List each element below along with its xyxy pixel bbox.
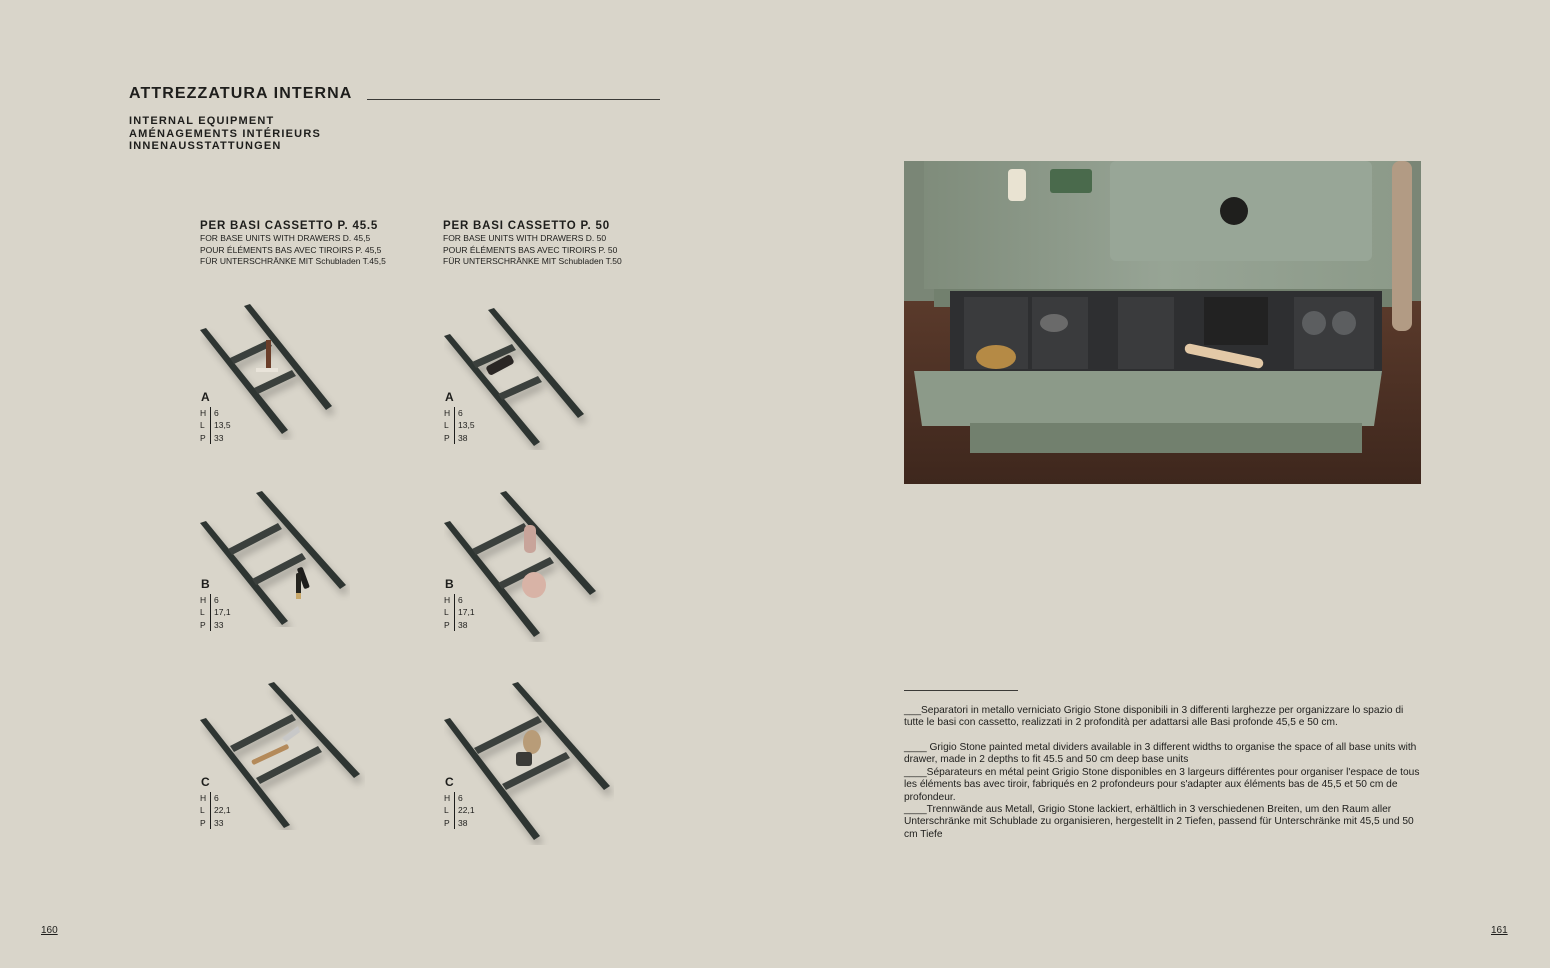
divider-item-c-50 bbox=[444, 680, 644, 850]
description-de: ____Trennwände aus Metall, Grigio Stone lackiert, erhältlich in 3 verschiedenen Breiten, um den Raum aller Unterschränke mit Schublade zu organisieren, hergestellt in 2 Tiefen, passend für Unterschränke mit 45,5 und 50 cm Tiefe bbox=[904, 804, 1414, 840]
page-number-left: 160 bbox=[41, 925, 58, 936]
item-dimensions bbox=[200, 407, 231, 444]
dim-value: 33 bbox=[210, 619, 223, 631]
divider-item-a-45 bbox=[200, 300, 400, 470]
divider-item-b-50 bbox=[444, 487, 644, 657]
column-heading-50 bbox=[443, 220, 622, 268]
divider-item-a-50 bbox=[444, 300, 644, 470]
item-dimensions bbox=[444, 407, 475, 444]
dim-value: 38 bbox=[454, 619, 467, 631]
description-fr: ____Séparateurs en métal peint Grigio Stone disponibles en 3 largeurs différentes pour organiser l'espace de tous les éléments bas avec tiroir, fabriqués en 2 profondeurs pour s'adapter aux éléments bas de 45,5 et 50 cm de profondeur. bbox=[904, 766, 1420, 803]
dim-value: 17,1 bbox=[454, 606, 475, 618]
dim-value: 33 bbox=[210, 817, 223, 829]
dim-key: P bbox=[200, 619, 206, 630]
item-dimensions bbox=[444, 594, 475, 631]
dim-key: H bbox=[200, 408, 207, 418]
section-subtitles bbox=[129, 115, 321, 153]
dim-key: P bbox=[200, 432, 206, 443]
dim-value: 13,5 bbox=[210, 419, 231, 431]
divider-item-c-45 bbox=[200, 680, 400, 850]
dim-value: 38 bbox=[454, 432, 467, 444]
dim-value: 13,5 bbox=[454, 419, 475, 431]
dim-key: P bbox=[444, 432, 450, 443]
dim-key: L bbox=[200, 607, 205, 618]
item-dimensions bbox=[444, 792, 475, 829]
column-title: PER BASI CASSETTO P. 45.5 bbox=[200, 220, 379, 232]
product-photo bbox=[904, 161, 1421, 484]
dim-key: H bbox=[200, 793, 207, 803]
dim-value: 17,1 bbox=[210, 606, 231, 618]
item-letter: C bbox=[201, 775, 210, 789]
column-subtitle-fr: POUR ÉLÉMENTS BAS AVEC TIROIRS P. 45,5 bbox=[200, 244, 382, 255]
subtitle-en: INTERNAL EQUIPMENT bbox=[129, 115, 275, 127]
dim-value: 6 bbox=[210, 792, 219, 804]
column-subtitle bbox=[443, 233, 622, 268]
dim-value: 22,1 bbox=[454, 804, 475, 816]
subtitle-de: INNENAUSSTATTUNGEN bbox=[129, 140, 282, 152]
description-it: ___Separatori in metallo verniciato Grigio Stone disponibili in 3 differenti larghezze per organizzare lo spazio di tutte le basi con cassetto, realizzati in 2 profondità per adattarsi alle Basi profonde 45,5 e 50 cm. bbox=[904, 705, 1404, 729]
dim-value: 33 bbox=[210, 432, 223, 444]
description-rule bbox=[904, 690, 1018, 691]
column-subtitle-en: FOR BASE UNITS WITH DRAWERS D. 45,5 bbox=[200, 233, 371, 243]
item-letter: B bbox=[445, 577, 454, 591]
dim-key: P bbox=[444, 619, 450, 630]
dim-key: H bbox=[200, 595, 207, 605]
dim-key: H bbox=[444, 595, 451, 605]
column-heading-45 bbox=[200, 220, 386, 268]
description-translations bbox=[904, 742, 1424, 841]
dim-value: 6 bbox=[210, 407, 219, 419]
item-letter: A bbox=[445, 390, 454, 404]
dim-key: P bbox=[200, 817, 206, 828]
dim-value: 38 bbox=[454, 817, 467, 829]
dim-value: 6 bbox=[454, 594, 463, 606]
item-letter: B bbox=[201, 577, 210, 591]
column-title: PER BASI CASSETTO P. 50 bbox=[443, 220, 610, 232]
item-letter: A bbox=[201, 390, 210, 404]
title-rule bbox=[367, 99, 660, 100]
description-en: ____ Grigio Stone painted metal dividers available in 3 different widths to organise the space of all base units with drawer, made in 2 depths to fit 45.5 and 50 cm deep base units bbox=[904, 742, 1417, 766]
dim-value: 6 bbox=[210, 594, 219, 606]
dim-key: L bbox=[444, 805, 449, 816]
dim-value: 22,1 bbox=[210, 804, 231, 816]
item-dimensions bbox=[200, 792, 231, 829]
dim-key: L bbox=[200, 420, 205, 431]
dim-key: L bbox=[444, 420, 449, 431]
dim-key: H bbox=[444, 793, 451, 803]
column-subtitle-de: FÜR UNTERSCHRÄNKE MIT Schubladen T.50 bbox=[443, 256, 622, 266]
page-number-right: 161 bbox=[1491, 925, 1508, 936]
dim-value: 6 bbox=[454, 792, 463, 804]
dim-key: L bbox=[200, 805, 205, 816]
subtitle-fr: AMÉNAGEMENTS INTÉRIEURS bbox=[129, 127, 321, 140]
item-letter: C bbox=[445, 775, 454, 789]
column-subtitle bbox=[200, 233, 386, 268]
item-dimensions bbox=[200, 594, 231, 631]
column-subtitle-de: FÜR UNTERSCHRÄNKE MIT Schubladen T.45,5 bbox=[200, 256, 386, 266]
dim-key: H bbox=[444, 408, 451, 418]
dim-key: L bbox=[444, 607, 449, 618]
column-subtitle-fr: POUR ÉLÉMENTS BAS AVEC TIROIRS P. 50 bbox=[443, 244, 618, 255]
column-subtitle-en: FOR BASE UNITS WITH DRAWERS D. 50 bbox=[443, 233, 607, 243]
dim-value: 6 bbox=[454, 407, 463, 419]
section-title: ATTREZZATURA INTERNA bbox=[129, 85, 353, 102]
dim-key: P bbox=[444, 817, 450, 828]
divider-item-b-45 bbox=[200, 487, 400, 657]
